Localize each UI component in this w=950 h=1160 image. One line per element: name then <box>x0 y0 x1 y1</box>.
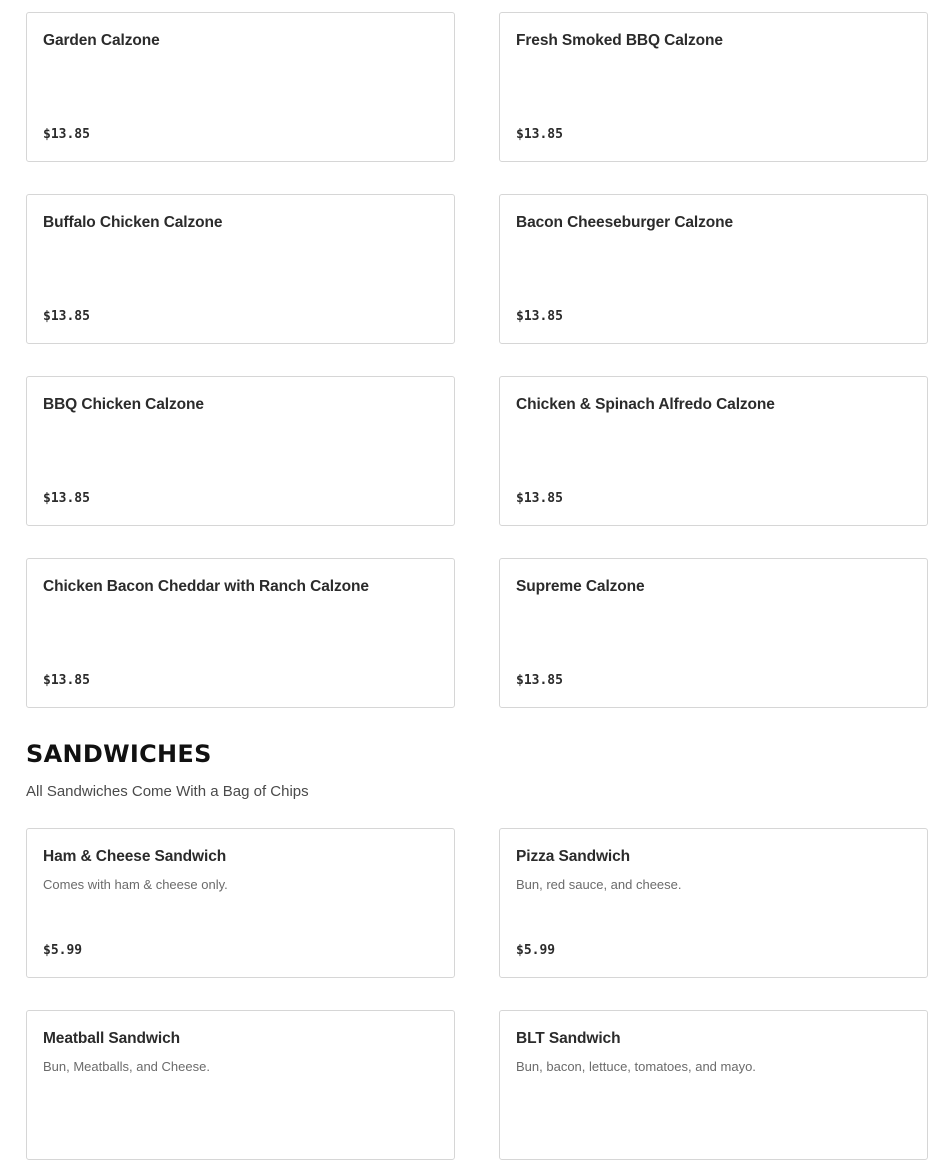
menu-item-card[interactable] <box>499 376 928 526</box>
menu-item-price: $13.85 <box>43 309 90 324</box>
menu-item-name: Garden Calzone <box>43 32 160 49</box>
menu-item-card[interactable] <box>499 558 928 708</box>
menu-item-name: BBQ Chicken Calzone <box>43 396 204 413</box>
menu-item-card[interactable] <box>26 558 455 708</box>
menu-item-name: Bacon Cheeseburger Calzone <box>516 214 734 231</box>
menu-item-name: Chicken & Spinach Alfredo Calzone <box>516 396 775 413</box>
menu-item-card[interactable] <box>26 194 455 344</box>
menu-item-price: $5.99 <box>516 943 556 958</box>
section-title: SANDWICHES <box>26 740 212 768</box>
calzone-menu-grid <box>26 12 928 708</box>
menu-item-description: Bun, bacon, lettuce, tomatoes, and mayo. <box>516 1059 756 1074</box>
menu-item-name: BLT Sandwich <box>516 1030 621 1047</box>
sandwich-menu-grid <box>26 828 928 1160</box>
menu-item-price: $13.85 <box>516 309 563 324</box>
menu-item-description: Comes with ham & cheese only. <box>43 877 228 892</box>
menu-item-name: Supreme Calzone <box>516 578 645 595</box>
menu-item-price: $13.85 <box>43 673 90 688</box>
menu-item-price: $13.85 <box>516 127 563 142</box>
menu-item-price: $5.99 <box>43 943 83 958</box>
menu-item-name: Buffalo Chicken Calzone <box>43 214 223 231</box>
menu-item-card[interactable] <box>499 828 928 978</box>
menu-item-card[interactable] <box>26 376 455 526</box>
menu-item-name: Ham & Cheese Sandwich <box>43 848 227 865</box>
menu-item-name: Meatball Sandwich <box>43 1030 180 1047</box>
menu-item-price: $13.85 <box>516 491 563 506</box>
menu-item-card[interactable] <box>499 12 928 162</box>
menu-item-description: Bun, Meatballs, and Cheese. <box>43 1059 210 1074</box>
menu-item-card[interactable] <box>26 12 455 162</box>
menu-item-name: Fresh Smoked BBQ Calzone <box>516 32 723 49</box>
menu-item-card[interactable] <box>26 828 455 978</box>
menu-item-price: $13.85 <box>43 491 90 506</box>
section-subtitle: All Sandwiches Come With a Bag of Chips <box>26 783 309 800</box>
menu-item-name: Chicken Bacon Cheddar with Ranch Calzone <box>43 578 369 595</box>
menu-item-description: Bun, red sauce, and cheese. <box>516 877 682 892</box>
menu-item-price: $13.85 <box>516 673 563 688</box>
menu-item-card[interactable] <box>26 1010 455 1160</box>
menu-item-card[interactable] <box>499 1010 928 1160</box>
menu-item-name: Pizza Sandwich <box>516 848 631 865</box>
menu-item-price: $13.85 <box>43 127 90 142</box>
menu-item-card[interactable] <box>499 194 928 344</box>
